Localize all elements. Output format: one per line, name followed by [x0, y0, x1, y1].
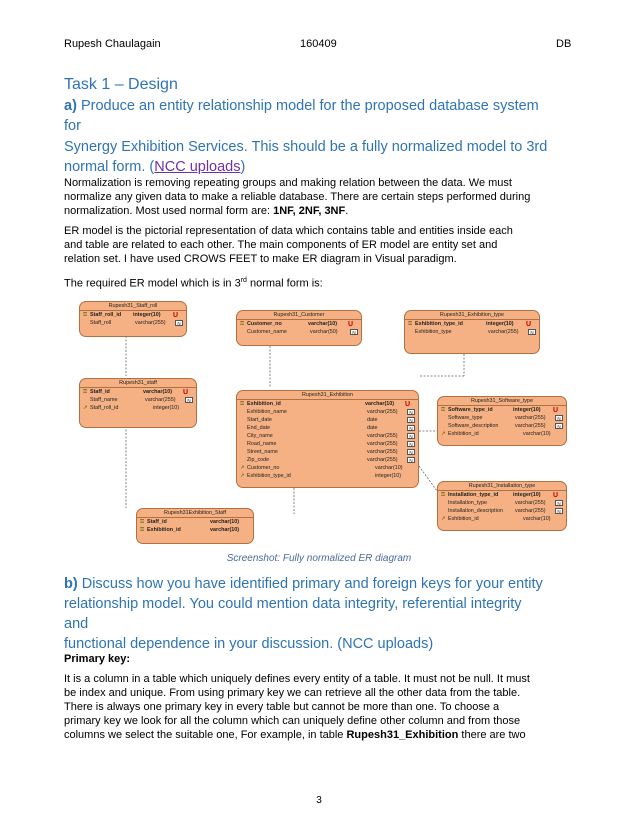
- para-normalization-line2: normalize any given data to make a reliable database. There are certain steps performed during: [64, 191, 531, 203]
- part-b-label: b): [64, 576, 78, 592]
- para-normalization-forms: 1NF, 2NF, 3NF: [273, 205, 346, 217]
- key-icon: ⚿: [441, 491, 446, 498]
- entity-exhibition-staff: Rupesh31Exhibition_Staff ⚿ Staff_id varchar(10) ⚿ Exhibition_id varchar(10): [136, 508, 254, 544]
- er-diagram: [64, 296, 574, 546]
- part-b-question: [64, 574, 574, 654]
- key-icon: ⚿: [408, 320, 413, 327]
- header-author: Rupesh Chaulagain: [64, 38, 161, 50]
- nullable-flag: N: [175, 320, 183, 326]
- para-normalization-line3c: .: [345, 205, 349, 217]
- para-pk-line3: There is always one primary key in every table but cannot be more than one. To choose a: [64, 701, 500, 713]
- figure-caption: Screenshot: Fully normalized ER diagram: [226, 553, 412, 564]
- unique-icon: U: [183, 388, 189, 396]
- entity-staff: Rupesh31_staff ⚿ Staff_id varchar(10) U Staff_name varchar(255) N ↗ Staff_roll_id integer(10): [79, 378, 197, 428]
- para-pk-line5c: there are two: [458, 729, 526, 741]
- para-er-line1: ER model is the pictorial representation of data which contains table and entities inside each: [64, 225, 513, 237]
- entity-exhibition: Rupesh31_Exhibition ⚿ Exhibition_id varchar(10) U Exhibition_name varchar(255) N Start_date date N End_date date N City_name varchar(255) N Road_name varchar(255) N Street_name varchar(255) N Zip_code varchar(255) N ↗ Customer_no varchar(10) ↗ Exhibition_type_id integer(10): [236, 390, 419, 488]
- entity-staff-roll: Rupesh31_Staff_roll ⚿ Staff_roll_id integer(10) U Staff_roll varchar(255) N: [79, 301, 187, 337]
- unique-icon: U: [173, 311, 179, 319]
- key-icon: ⚿: [240, 400, 245, 407]
- part-b-text-3: and: [64, 616, 89, 632]
- para-pk-line1: It is a column in a table which uniquely defines every entity of a table. It must not be null. It must: [64, 673, 530, 685]
- para-pk-line4: primary key we look for all the column which can uniquely define other column and from those: [64, 715, 521, 727]
- entity-exhibition-type: Rupesh31_Exhibition_type ⚿ Exhibition_type_id integer(10) U Exhibition_type varchar(255) N: [404, 310, 540, 354]
- para-required: [64, 274, 576, 291]
- para-pk-table-name: Rupesh31_Exhibition: [346, 729, 459, 741]
- part-a-text-3: Synergy Exhibition Services. This should be a fully normalized model to 3rd: [64, 139, 548, 155]
- part-a-question: [64, 96, 574, 177]
- part-a-text-5: ): [240, 159, 246, 175]
- unique-icon: U: [526, 320, 532, 328]
- para-pk-line5a: columns we select the suitable one, For example, in table: [64, 729, 347, 741]
- para-pk-line2: be index and unique. From using primary key we can retrieve all the other data from the table.: [64, 687, 521, 699]
- ncc-uploads-link[interactable]: NCC uploads: [154, 159, 241, 175]
- key-icon: ⚿: [240, 320, 245, 327]
- unique-icon: U: [405, 400, 411, 408]
- para-primary-key: [64, 672, 576, 742]
- foreign-key-icon: ↗: [83, 405, 88, 411]
- task-title: Task 1 – Design: [64, 76, 178, 93]
- key-icon: ⚿: [83, 388, 88, 395]
- para-er-line3: relation set. I have used CROWS FEET to make ER diagram in Visual paradigm.: [64, 253, 457, 265]
- entity-customer: Rupesh31_Customer ⚿ Customer_no varchar(10) U Customer_name varchar(50) N: [236, 310, 362, 346]
- part-a-text-2: for: [64, 118, 81, 134]
- unique-icon: U: [553, 406, 559, 414]
- para-required-a: The required ER model which is in 3: [64, 277, 241, 290]
- header-id: 160409: [300, 38, 337, 50]
- para-normalization-line3a: normalization. Most used normal form are:: [64, 205, 274, 217]
- para-normalization-line1: Normalization is removing repeating groups and making relation between the data. We must: [64, 177, 512, 189]
- entity-software-type: Rupesh31_Software_type ⚿ Software_type_id integer(10) U Software_type varchar(255) N Software_description varchar(255) N ↗ Exhibition_id varchar(10): [437, 396, 567, 446]
- part-a-label: a): [64, 98, 77, 114]
- page-number: 3: [316, 795, 322, 806]
- key-icon: ⚿: [441, 406, 446, 413]
- entity-installation-type: Rupesh31_Installation_type ⚿ Installation_type_id integer(10) U Installation_type varchar(255) N Installation_description varchar(255) N ↗ Exhibition_id varchar(10): [437, 481, 567, 531]
- para-er: [64, 224, 576, 266]
- para-er-line2: and table are related to each other. The main components of ER model are entity set and: [64, 239, 498, 251]
- part-b-text-2: relationship model. You could mention data integrity, referential integrity: [64, 596, 522, 612]
- key-icon: ⚿: [140, 526, 145, 533]
- header-subject: DB: [556, 38, 572, 50]
- foreign-key-icon: ↗: [441, 516, 446, 522]
- para-required-sup: rd: [240, 277, 247, 284]
- part-b-text-1: Discuss how you have identified primary and foreign keys for your entity: [81, 576, 543, 592]
- rel-exhibition-installation: [419, 466, 437, 491]
- part-a-text-4: normal form. (: [64, 159, 155, 175]
- unique-icon: U: [553, 491, 559, 499]
- part-b-text-4: functional dependence in your discussion. (NCC uploads): [64, 636, 434, 652]
- part-a-text-1: Produce an entity relationship model for the proposed database system: [80, 98, 539, 114]
- foreign-key-icon: ↗: [240, 473, 245, 479]
- entity-title: Rupesh31_Staff_roll: [80, 302, 186, 311]
- foreign-key-icon: ↗: [240, 465, 245, 471]
- unique-icon: U: [348, 320, 354, 328]
- para-normalization: [64, 176, 576, 218]
- primary-key-heading: Primary key:: [64, 653, 131, 665]
- key-icon: ⚿: [83, 311, 88, 318]
- para-required-b: normal form is:: [246, 277, 323, 290]
- foreign-key-icon: ↗: [441, 431, 446, 437]
- key-icon: ⚿: [140, 518, 145, 525]
